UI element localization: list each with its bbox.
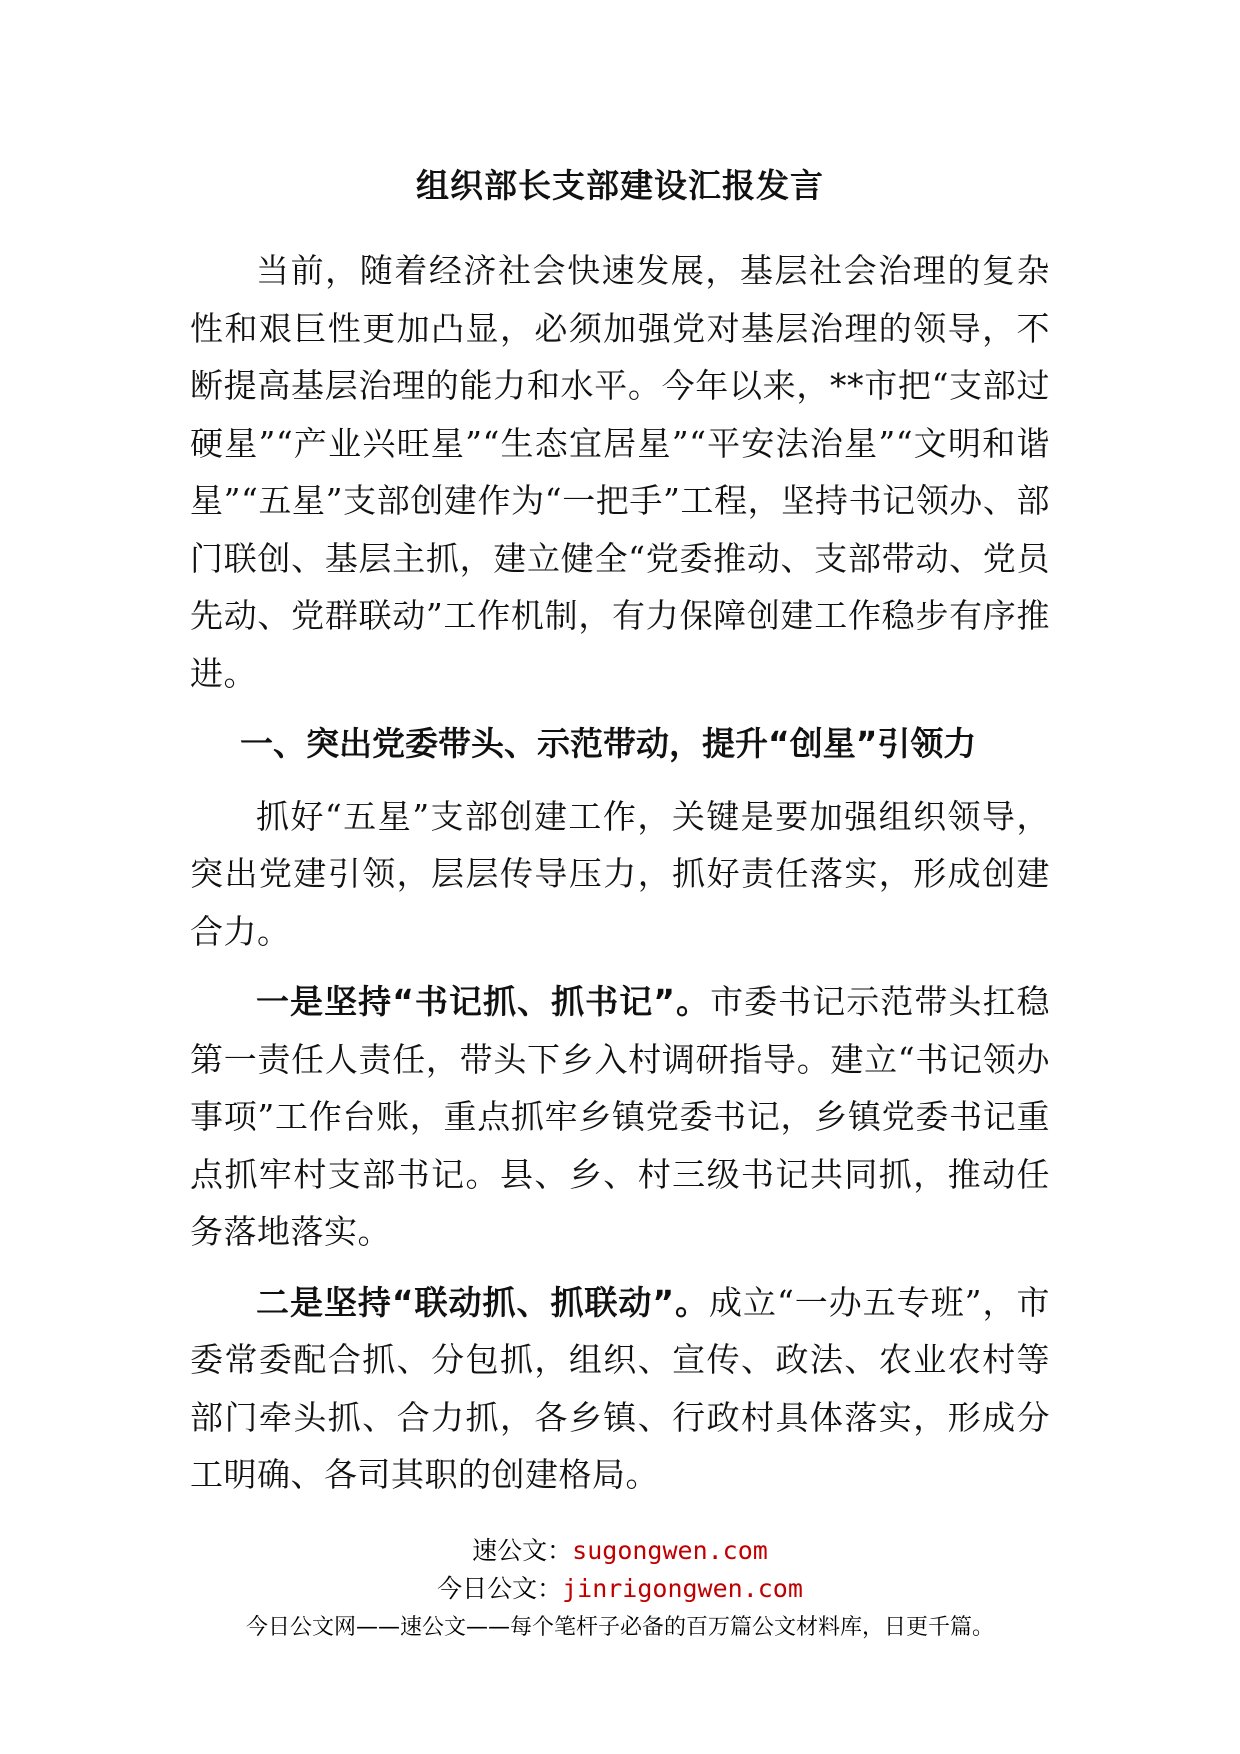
- footer-link-jinrigongwen[interactable]: jinrigongwen.com: [562, 1574, 803, 1603]
- point-1-paragraph: [190, 973, 1050, 1261]
- page-footer: [0, 1532, 1240, 1646]
- footer-label-2: 今日公文：: [437, 1574, 563, 1603]
- footer-label-1: 速公文：: [472, 1536, 573, 1565]
- point-2-lead: 二是坚持“联动抓、抓联动”。: [256, 1282, 710, 1322]
- footer-tagline: 今日公文网——速公文——每个笔杆子必备的百万篇公文材料库，日更千篇。: [245, 1615, 994, 1640]
- document-body: [190, 242, 1050, 1517]
- point-2-text: 成立“一办五专班”，市委常委配合抓、分包抓，组织、宣传、政法、农业农村等部门牵头抓、合力抓，各乡镇、行政村具体落实，形成分工明确、各司其职的创建格局。: [190, 1282, 1050, 1494]
- section-heading-1: 一、突出党委带头、示范带动，提升“创星”引领力: [240, 724, 977, 763]
- intro-paragraph: 当前，随着经济社会快速发展，基层社会治理的复杂性和艰巨性更加凸显，必须加强党对基层治理的领导，不断提高基层治理的能力和水平。今年以来，**市把“支部过硬星”“产业兴旺星”“生态宜居星”“平安法治星”“文明和谐星”“五星”支部创建作为“一把手”工程，坚持书记领办、部门联创、基层主抓，建立健全“党委推动、支部带动、党员先动、党群联动”工作机制，有力保障创建工作稳步有序推进。: [190, 251, 1050, 693]
- point-1-lead: 一是坚持“书记抓、抓书记”。: [256, 982, 711, 1021]
- footer-link-sugongwen[interactable]: sugongwen.com: [572, 1536, 768, 1565]
- section-1-paragraph: 抓好“五星”支部创建工作，关键是要加强组织领导，突出党建引领，层层传导压力，抓好责任落实，形成创建合力。: [190, 796, 1050, 951]
- document-title: 组织部长支部建设汇报发言: [416, 166, 824, 205]
- point-2-paragraph: [190, 1274, 1050, 1504]
- footer-line-2: [0, 1570, 1240, 1608]
- footer-line-1: [0, 1532, 1240, 1570]
- point-1-text: 市委书记示范带头扛稳第一责任人责任，带头下乡入村调研指导。建立“书记领办事项”工作台账，重点抓牢乡镇党委书记，乡镇党委书记重点抓牢村支部书记。县、乡、村三级书记共同抓，推动任务落地落实。: [190, 982, 1050, 1251]
